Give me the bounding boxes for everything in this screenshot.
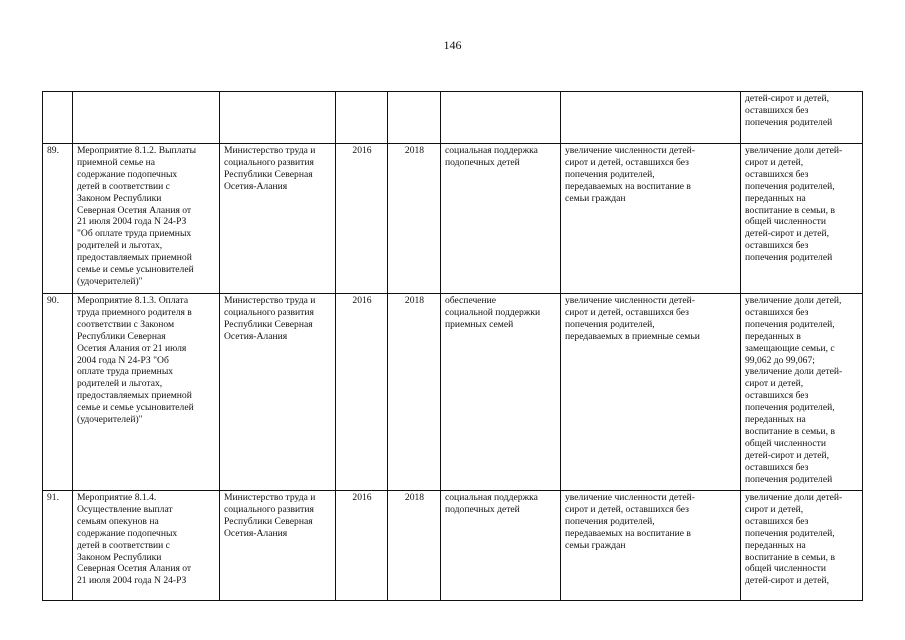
cell-start-year: 2016 — [336, 294, 388, 491]
cell-direction: социальная поддержка подопечных детей — [441, 491, 561, 601]
cell-num: 90. — [43, 294, 73, 491]
cell-result: увеличение численности детей- сирот и детей, оставшихся без попечения родителей, передаваемых на воспитание в семьи граждан — [561, 491, 741, 601]
program-table — [42, 91, 863, 601]
table-row — [43, 144, 863, 294]
cell-end-year — [388, 92, 441, 144]
cell-executor: Министерство труда и социального развития Республики Северная Осетия-Алания — [220, 491, 336, 601]
cell-executor: Министерство труда и социального развития Республики Северная Осетия-Алания — [220, 144, 336, 294]
cell-executor: Министерство труда и социального развития Республики Северная Осетия-Алания — [220, 294, 336, 491]
cell-result — [561, 92, 741, 144]
cell-num: 89. — [43, 144, 73, 294]
cell-indicator: увеличение доли детей- сирот и детей, оставшихся без попечения родителей, переданных на воспитание в семьи, в общей численности детей-сирот и детей, оставшихся без попечения родителей — [741, 144, 863, 294]
table-row — [43, 491, 863, 601]
cell-measure — [73, 92, 220, 144]
cell-measure: Мероприятие 8.1.3. Оплата труда приемного родителя в соответствии с Законом Республики Северная Осетия Алания от 21 июля 2004 года N 24-РЗ "Об оплате труда приемных родителей и льготах, предоставляемых приемной семье и семье усыновителей (удочерителей)" — [73, 294, 220, 491]
table-row — [43, 294, 863, 491]
cell-measure: Мероприятие 8.1.2. Выплаты приемной семье на содержание подопечных детей в соответствии с Законом Республики Северная Осетия Алания от 21 июля 2004 года N 24-РЗ "Об оплате труда приемных родителей и льготах, предоставляемых приемной семье и семье усыновителей (удочерителей)" — [73, 144, 220, 294]
cell-end-year: 2018 — [388, 144, 441, 294]
cell-direction: социальная поддержка подопечных детей — [441, 144, 561, 294]
cell-measure: Мероприятие 8.1.4. Осуществление выплат семьям опекунов на содержание подопечных детей в соответствии с Законом Республики Северная Осетия Алания от 21 июля 2004 года N 24-РЗ — [73, 491, 220, 601]
page-number: 146 — [443, 38, 462, 52]
cell-result: увеличение численности детей- сирот и детей, оставшихся без попечения родителей, передаваемых на воспитание в семьи граждан — [561, 144, 741, 294]
cell-start-year — [336, 92, 388, 144]
cell-start-year: 2016 — [336, 491, 388, 601]
cell-end-year: 2018 — [388, 491, 441, 601]
cell-start-year: 2016 — [336, 144, 388, 294]
cell-indicator: детей-сирот и детей, оставшихся без попечения родителей — [741, 92, 863, 144]
table-row-continuation — [43, 92, 863, 144]
cell-direction — [441, 92, 561, 144]
cell-num: 91. — [43, 491, 73, 601]
cell-end-year: 2018 — [388, 294, 441, 491]
cell-result: увеличение численности детей- сирот и детей, оставшихся без попечения родителей, передаваемых в приемные семьи — [561, 294, 741, 491]
cell-indicator: увеличение доли детей, оставшихся без попечения родителей, переданных в замещающие семьи, с 99,062 до 99,067; увеличение доли детей- сирот и детей, оставшихся без попечения родителей, переданных на воспитание в семьи, в общей численности детей-сирот и детей, оставшихся без попечения родителей — [741, 294, 863, 491]
cell-num — [43, 92, 73, 144]
cell-direction: обеспечение социальной поддержки приемных семей — [441, 294, 561, 491]
cell-indicator: увеличение доли детей- сирот и детей, оставшихся без попечения родителей, переданных на воспитание в семьи, в общей численности детей-сирот и детей, — [741, 491, 863, 601]
cell-executor — [220, 92, 336, 144]
